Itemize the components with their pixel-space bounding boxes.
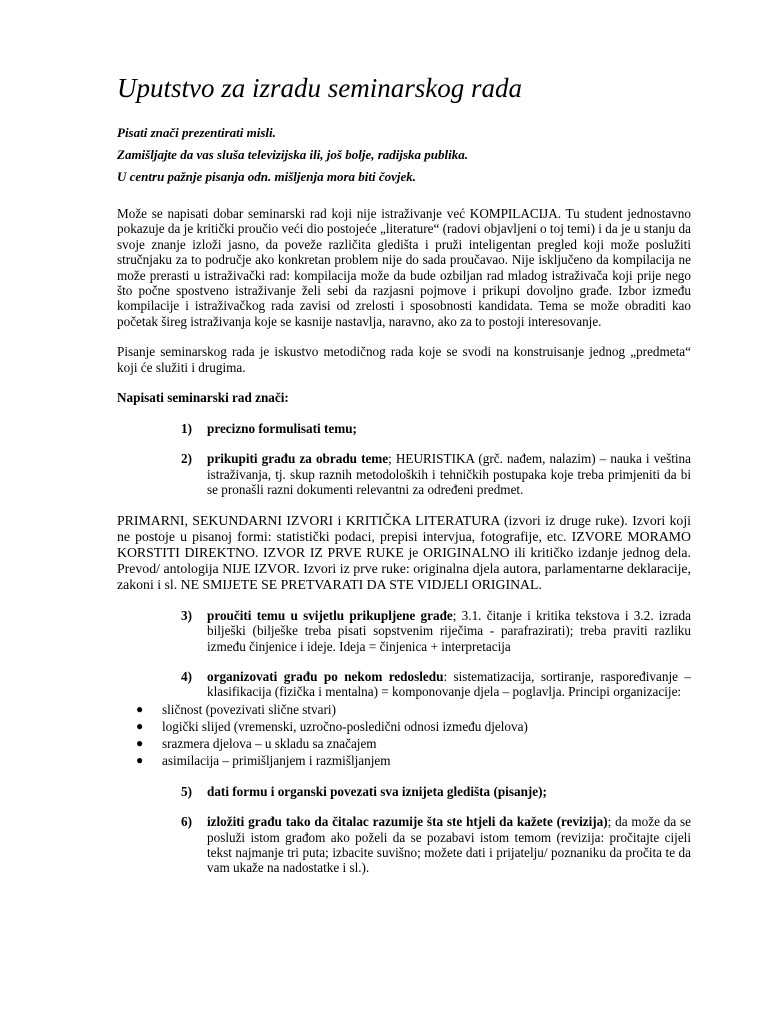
step-item: [117, 814, 691, 876]
step-number: 1): [181, 421, 192, 437]
step-bold: dati formu i organski povezati sva iznijeta gledišta (pisanje);: [207, 783, 547, 799]
bullet-icon: ●: [136, 718, 144, 733]
step-bold: precizno formulisati temu;: [207, 421, 357, 437]
list-item: [117, 718, 691, 735]
bullet-icon: ●: [136, 735, 144, 750]
step-body: [207, 608, 691, 654]
step-body: [207, 784, 691, 799]
step-body: [207, 451, 691, 497]
list-item-text: sličnost (povezivati slične stvari): [162, 701, 336, 717]
paragraph-seminar-writing: Pisanje seminarskog rada je iskustvo metodičnog rada koje se svodi na konstruisanje jednog „predmeta“ koji će služiti i drugima.: [117, 344, 691, 375]
step-item: [117, 608, 691, 654]
paragraph-sources: PRIMARNI, SEKUNDARNI IZVORI i KRITIČKA LITERATURA (izvori iz druge ruke). Izvori koji ne postoje u pisanoj formi: statistički podaci, prepisi intervjua, fotografije, etc. IZVORE MORAMO KORSTITI DIREKTNO. IZVOR IZ PRVE RUKE je ORIGINALNO ili kritičko izdanje jednog dela. Prevod/ antologija NIJE IZVOR. Izvori iz prve ruke: originalna djela autora, parlamentarne deklaracije, zakoni i sl. NE SMIJETE SE PRETVARATI DA STE VIDJELI ORIGINAL.: [117, 512, 691, 592]
step-number: 5): [181, 783, 192, 799]
principles-list: [117, 701, 691, 769]
step-item: [117, 784, 691, 799]
step-rest: ; da može da se posluži istom građom ako poželi da se pozabavi istom temom (revizija: pročitajte cijeli tekst najmanje tri puta; izbacite suvišno; možete dati i prijatelju/ poznaniku da pročita te da vam ukaže na nadostatke i sl.).: [207, 814, 691, 876]
motto-line: Pisati znači prezentirati misli.: [117, 125, 276, 140]
step-bold: prikupiti građu za obradu teme: [207, 451, 389, 467]
list-item-text: srazmera djelova – u skladu sa značajem: [162, 735, 377, 751]
list-item: [117, 701, 691, 718]
paragraph-compilation: Može se napisati dobar seminarski rad koji nije istraživanje već KOMPILACIJA. Tu student jednostavno pokazuje da je kritički proučio veći dio postojeće „literature“ (radovi objavljeni o toj temi) i da je u stanju da svoje znanje izloži jasno, da poveže različita gledišta i pruži inteligentan pregled koji može poslužiti stručnjaku za to područje ako konkretan problem nije do sada proučavao. Nije isključeno da kompilacija ne može prerasti u istraživački rad: kompilacija može da bude ozbiljan rad mladog istraživača koji prije nego što počne spostveno istraživanje želi sebi da razjasni pojmove i prikupi dovoljno građe. Izbor između kompilacije i istraživačkog rada zavisi od zrelosti i sposobnosti kandidata. Tema se može obraditi kao početak šireg istraživanja koje se kasnije nastavlja, naravno, ako za to postoji interesovanje.: [117, 206, 691, 329]
step-item: [117, 421, 691, 436]
step-rest: ; 3.1. čitanje i kritika tekstova i 3.2. izrada bilješki (bilješke treba pisati sopstvenim riječima - parafrazirati); treba praviti razliku između činjenice i ideje. Ideja = činjenica + interpretacija: [207, 607, 691, 654]
motto-line: U centru pažnje pisanja odn. mišljenja mora biti čovjek.: [117, 169, 417, 184]
bullet-icon: ●: [136, 701, 144, 716]
step-number: 4): [181, 668, 192, 684]
step-rest: : sistematizacija, sortiranje, raspoređivanje – klasifikacija (fizička i mentalna) = komponovanje djela – poglavlja. Principi organizacije:: [207, 668, 691, 700]
step-bold: proučiti temu u svijetlu prikupljene građe: [207, 607, 453, 623]
motto-block: [117, 122, 691, 188]
list-item-text: asimilacija – primišljanjem i razmišljanjem: [162, 752, 391, 768]
bullet-icon: ●: [136, 752, 144, 767]
step-number: 6): [181, 814, 192, 830]
list-item: [117, 735, 691, 752]
step-number: 2): [181, 451, 192, 467]
motto-line: Zamišljajte da vas sluša televizijska ili, još bolje, radijska publika.: [117, 147, 469, 162]
step-bold: organizovati građu po nekom redosledu: [207, 668, 444, 684]
list-item: [117, 752, 691, 769]
step-item: [117, 451, 691, 497]
step-body: [207, 814, 691, 876]
step-bold: izložiti građu tako da čitalac razumije šta ste htjeli da kažete (revizija): [207, 814, 608, 830]
step-body: [207, 669, 691, 700]
step-item: [117, 669, 691, 700]
document-page: [117, 70, 691, 891]
section-heading: Napisati seminarski rad znači:: [117, 390, 289, 406]
list-item-text: logički slijed (vremenski, uzročno-posledični odnosi između djelova): [162, 718, 528, 734]
step-number: 3): [181, 607, 192, 623]
document-title: Uputstvo za izradu seminarskog rada: [117, 73, 523, 103]
step-rest: ; HEURISTIKA (grč. nađem, nalazim) – nauka i veština istraživanja, tj. skup raznih metodoloških i tehničkih postupaka koje treba primjeniti da bi se pronašli razni dokumenti relevantni za određeni predmet.: [207, 451, 691, 498]
step-body: [207, 421, 691, 436]
